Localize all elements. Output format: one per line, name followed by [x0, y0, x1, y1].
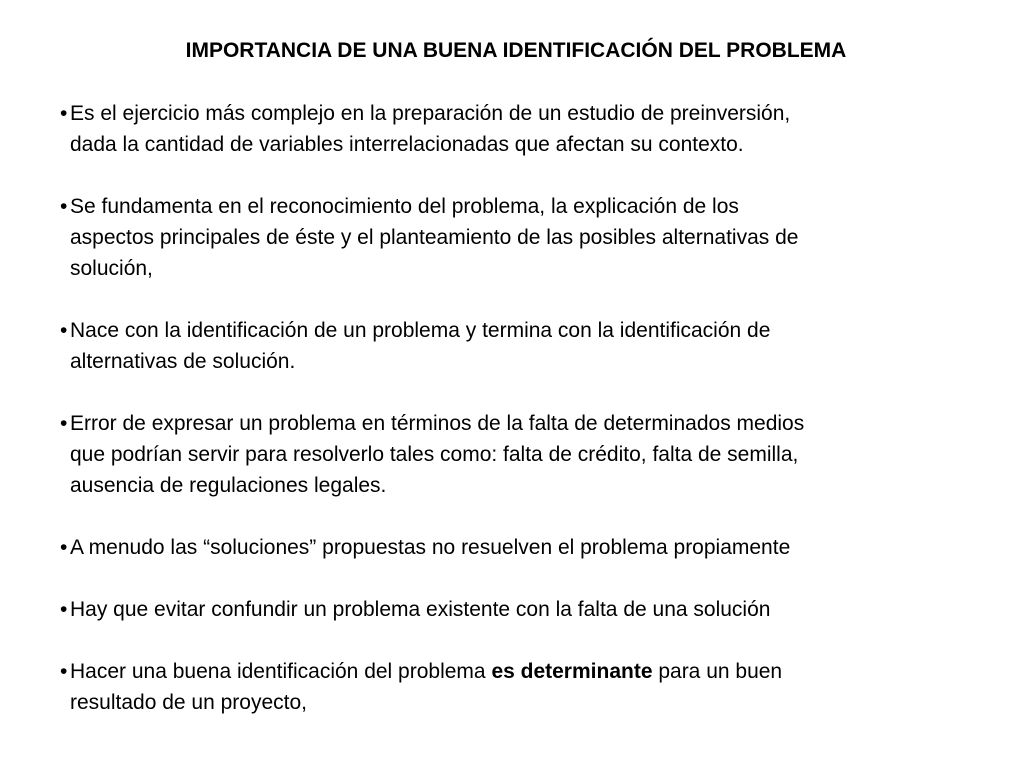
- bullet-text-line: resultado de un proyecto,: [70, 691, 307, 714]
- bullet-dot: •: [60, 319, 68, 342]
- slide-title: IMPORTANCIA DE UNA BUENA IDENTIFICACIÓN DEL PROBLEMA: [185, 39, 847, 62]
- bullet-text-line: Hay que evitar confundir un problema existente con la falta de una solución: [70, 598, 771, 621]
- bullet-item: [60, 532, 1010, 563]
- bullet-dot: •: [60, 660, 68, 683]
- bullet-item: [60, 594, 1010, 625]
- bullet-text-segment: para un buen: [652, 660, 783, 683]
- bullet-text-line: [70, 656, 1010, 687]
- bullet-text-segment: Hacer una buena identificación del problema: [70, 660, 492, 683]
- bullet-list: [60, 98, 1010, 718]
- bullet-item: [60, 315, 1010, 377]
- bullet-item: [60, 98, 1010, 160]
- bullet-text-line: Error de expresar un problema en términos de la falta de determinados medios: [70, 412, 805, 435]
- bullet-item: [60, 191, 1010, 284]
- bullet-text-line: Es el ejercicio más complejo en la preparación de un estudio de preinversión,: [70, 102, 791, 125]
- bullet-text-line: dada la cantidad de variables interrelacionadas que afectan su contexto.: [70, 133, 744, 156]
- bullet-text-line: Se fundamenta en el reconocimiento del problema, la explicación de los: [70, 195, 739, 218]
- bullet-item: [60, 656, 1010, 718]
- bullet-dot: •: [60, 412, 68, 435]
- bullet-text-line: aspectos principales de éste y el planteamiento de las posibles alternativas de: [70, 226, 799, 249]
- bullet-dot: •: [60, 598, 68, 621]
- bullet-text-line: A menudo las “soluciones” propuestas no resuelven el problema propiamente: [70, 536, 791, 559]
- bullet-item: [60, 408, 1010, 501]
- bullet-text-line: ausencia de regulaciones legales.: [70, 474, 387, 497]
- bullet-dot: •: [60, 102, 68, 125]
- bullet-dot: •: [60, 536, 68, 559]
- bullet-text-line: que podrían servir para resolverlo tales como: falta de crédito, falta de semilla,: [70, 443, 799, 466]
- bullet-emphasis-text: es determinante: [491, 660, 653, 683]
- bullet-text-line: alternativas de solución.: [70, 350, 296, 373]
- bullet-text-line: solución,: [70, 257, 153, 280]
- bullet-dot: •: [60, 195, 68, 218]
- bullet-text-line: Nace con la identificación de un problema y termina con la identificación de: [70, 319, 771, 342]
